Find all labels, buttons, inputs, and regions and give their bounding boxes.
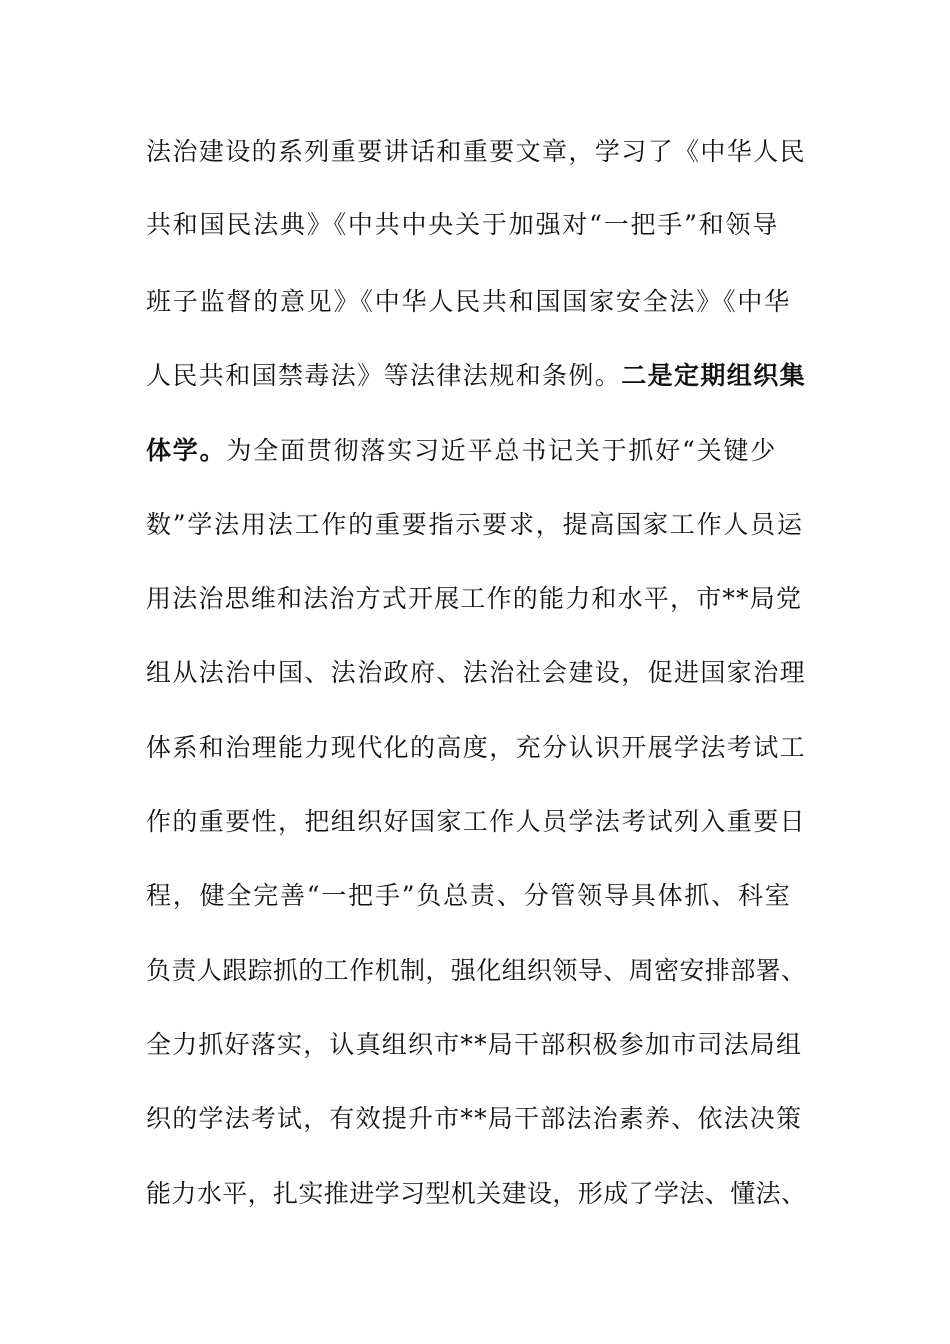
paragraph-line-15: 能力水平，扎实推进学习型机关建设，形成了学法、懂法、 — [146, 1179, 807, 1208]
section-heading-part-1: 二是定期组织集 — [621, 361, 807, 390]
paragraph-line-14: 织的学法考试，有效提升市**局干部法治素养、依法决策 — [146, 1104, 803, 1133]
paragraph-line-8: 组从法治中国、法治政府、法治社会建设，促进国家治理 — [146, 658, 807, 687]
paragraph-line-10: 作的重要性，把组织好国家工作人员学法考试列入重要日 — [146, 807, 807, 836]
paragraph-line-6: 数”学法用法工作的重要指示要求，提高国家工作人员运 — [146, 510, 804, 539]
paragraph-line-3: 班子监督的意见》《中华人民共和国国家安全法》《中华 — [146, 287, 792, 316]
paragraph-line-9: 体系和治理能力现代化的高度，充分认识开展学法考试工 — [146, 733, 807, 762]
paragraph-line-13: 全力抓好落实，认真组织市**局干部积极参加市司法局组 — [146, 1030, 803, 1059]
paragraph-line-12: 负责人跟踪抓的工作机制，强化组织领导、周密安排部署、 — [146, 956, 807, 985]
paragraph-line-11: 程，健全完善“一把手”负总责、分管领导具体抓、科室 — [146, 881, 792, 910]
paragraph-line-4 — [146, 356, 806, 396]
paragraph-line-2: 共和国民法典》《中共中央关于加强对“一把手”和领导 — [146, 210, 780, 239]
paragraph-line-5 — [146, 431, 806, 471]
paragraph-line-7: 用法治思维和法治方式开展工作的能力和水平，市**局党 — [146, 584, 803, 613]
line-4-text: 人民共和国禁毒法》等法律法规和条例。 — [146, 361, 622, 390]
paragraph-line-1: 法治建设的系列重要讲话和重要文章，学习了《中华人民 — [146, 137, 807, 166]
section-heading-part-2: 体学。 — [146, 436, 227, 465]
line-5-text: 为全面贯彻落实习近平总书记关于抓好“关键少 — [226, 436, 777, 465]
